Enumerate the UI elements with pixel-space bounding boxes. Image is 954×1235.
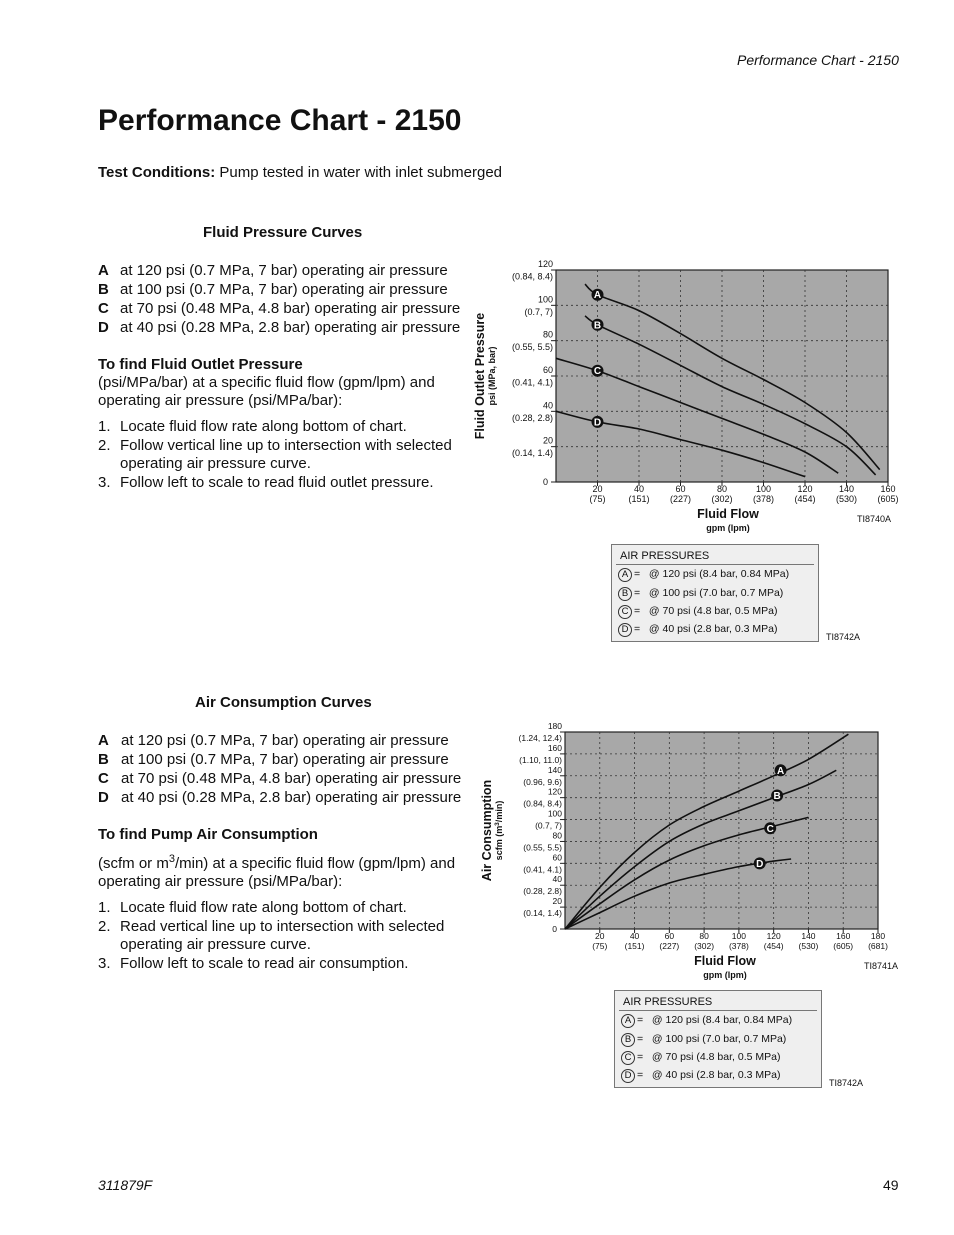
- y-tick-label: 180: [547, 722, 562, 731]
- step-text: Follow left to scale to read fluid outlet pressure.: [120, 473, 434, 491]
- page-title: Performance Chart - 2150: [98, 104, 462, 137]
- legend-text: @ 70 psi (4.8 bar, 0.5 MPa): [651, 1051, 781, 1063]
- y-tick-label: 0: [542, 477, 548, 487]
- y-axis-title: Air Consumption: [480, 779, 494, 882]
- step-text: Locate fluid flow rate along bottom of chart.: [120, 418, 407, 435]
- curve-key: B: [98, 281, 109, 298]
- legend-item-c: [621, 1051, 780, 1065]
- plot-area: [565, 732, 878, 929]
- curve-key: A: [98, 262, 109, 279]
- running-header: Performance Chart - 2150: [737, 52, 899, 68]
- y-tick-label: 20: [552, 896, 562, 907]
- fluid-steps: [98, 418, 473, 492]
- legend-rule: [619, 1010, 817, 1011]
- y-tick-label: 0: [552, 924, 557, 934]
- x-tick-label: 60: [675, 484, 686, 494]
- x-tick-label-metric: (302): [711, 494, 733, 504]
- x-tick-label-metric: (454): [763, 941, 784, 951]
- step-text: Follow left to scale to read air consumption.: [120, 954, 409, 972]
- x-tick-label-metric: (530): [798, 941, 819, 951]
- page-number: 49: [883, 1177, 899, 1193]
- curve-key: B: [98, 751, 109, 768]
- y-tick-label-metric: (0.41, 4.1): [511, 377, 553, 388]
- air-find-text-sup: 3: [168, 853, 175, 865]
- legend-text: @ 70 psi (4.8 bar, 0.5 MPa): [648, 605, 778, 617]
- x-tick-label: 60: [664, 931, 675, 941]
- document-number: 311879F: [98, 1177, 153, 1193]
- y-tick-label: 80: [552, 830, 562, 841]
- air-find-text: [98, 850, 476, 891]
- fluid-instructions: [98, 355, 473, 492]
- air-consumption-chart: [476, 722, 912, 980]
- series-label-d: D: [756, 858, 764, 870]
- air-instructions: [98, 825, 476, 973]
- step: 1. Locate fluid flow rate along bottom of chart.: [98, 418, 407, 435]
- air-curve-list: [98, 731, 478, 807]
- step: 2. Follow vertical line up to intersection with selected operating air pressure curve.: [98, 436, 452, 472]
- y-tick-label: 120: [537, 259, 553, 269]
- y-tick-label: 120: [547, 786, 562, 797]
- legend-item-c: [618, 605, 777, 619]
- y-tick-label: 100: [537, 294, 553, 305]
- y-tick-label-metric: (0.84, 8.4): [523, 798, 562, 809]
- fluid-find-heading: To find Fluid Outlet Pressure: [98, 356, 303, 373]
- y-tick-label-metric: (0.7, 7): [524, 306, 553, 317]
- series-label-b: B: [773, 790, 781, 802]
- legend-key: D: [621, 1069, 635, 1083]
- y-axis-units-sup: 3: [494, 822, 501, 826]
- curve-text: at 70 psi (0.48 MPa, 4.8 bar) operating air pressure: [121, 770, 462, 787]
- x-tick-label: 80: [716, 484, 728, 494]
- legend-item-b: [621, 1033, 786, 1047]
- legend-text: @ 40 psi (2.8 bar, 0.3 MPa): [651, 1069, 781, 1081]
- curve-text: at 40 psi (0.28 MPa, 2.8 bar) operating air pressure: [120, 319, 461, 336]
- legend-rule: [616, 564, 814, 565]
- x-tick-label-metric: (227): [669, 494, 692, 504]
- step-text: Follow vertical line up to intersection with selected operating air pressure curve.: [120, 436, 452, 472]
- legend-figure-id: TI8742A: [826, 632, 861, 642]
- legend-item-a: [618, 568, 789, 582]
- air-curve-d: [98, 788, 478, 807]
- legend-text: @ 120 psi (8.4 bar, 0.84 MPa): [648, 568, 790, 580]
- curve-text: at 70 psi (0.48 MPa, 4.8 bar) operating air pressure: [120, 300, 461, 317]
- series-label-d: D: [593, 417, 602, 429]
- legend-item-b: [618, 587, 783, 601]
- legend-key: B: [621, 1033, 635, 1047]
- legend-title: AIR PRESSURES: [620, 550, 710, 562]
- y-tick-label-metric: (0.84, 8.4): [511, 271, 553, 282]
- legend-eq: =: [634, 605, 641, 617]
- legend-text: @ 100 psi (7.0 bar, 0.7 MPa): [651, 1033, 787, 1045]
- legend-key: C: [621, 1051, 635, 1065]
- curve-text: at 100 psi (0.7 MPa, 7 bar) operating air pressure: [120, 281, 448, 298]
- x-tick-label: 160: [880, 484, 896, 494]
- x-tick-label-metric: (151): [628, 494, 650, 504]
- y-axis-units: [494, 801, 504, 861]
- curve-text: at 100 psi (0.7 MPa, 7 bar) operating air pressure: [121, 751, 449, 768]
- x-tick-label: 20: [592, 484, 603, 494]
- y-tick-label: 140: [547, 764, 562, 775]
- curve-text: at 120 psi (0.7 MPa, 7 bar) operating air pressure: [121, 732, 449, 749]
- legend-key: A: [621, 1014, 635, 1028]
- x-tick-label-metric: (75): [589, 494, 606, 504]
- curve-text: at 120 psi (0.7 MPa, 7 bar) operating air pressure: [120, 262, 448, 279]
- air-find-text-pre: (scfm or m: [98, 855, 169, 872]
- x-tick-label-metric: (378): [728, 941, 749, 951]
- fluid-section-heading: Fluid Pressure Curves: [203, 224, 363, 241]
- legend-item-d: [618, 623, 777, 637]
- air-section-heading: Air Consumption Curves: [195, 694, 372, 711]
- y-axis-title: Fluid Outlet Pressure: [473, 312, 487, 440]
- x-tick-label-metric: (605): [833, 941, 854, 951]
- fluid-curve-a: [98, 261, 478, 280]
- legend-key: B: [618, 587, 632, 601]
- legend-title: AIR PRESSURES: [623, 996, 713, 1008]
- fluid-curve-b: [98, 280, 478, 299]
- x-tick-label-metric: (302): [694, 941, 715, 951]
- x-tick-label-metric: (454): [794, 494, 816, 504]
- step: 3. Follow left to scale to read air consumption.: [98, 954, 409, 972]
- y-tick-label: 80: [542, 329, 553, 340]
- x-tick-label: 100: [755, 484, 772, 494]
- air-steps: [98, 899, 476, 973]
- step-text: Read vertical line up to intersection with selected operating air pressure curve.: [120, 917, 445, 953]
- legend-eq: =: [637, 1069, 644, 1081]
- air-curve-c: [98, 769, 478, 788]
- legend-eq: =: [634, 623, 641, 635]
- fluid-curve-c: [98, 299, 478, 318]
- test-conditions-text: Pump tested in water with inlet submerged: [215, 164, 503, 181]
- figure-id: TI8741A: [863, 961, 898, 971]
- figure-id: TI8740A: [856, 514, 891, 524]
- legend-item-d: [621, 1069, 780, 1083]
- curve-key: D: [98, 789, 109, 806]
- legend-text: @ 120 psi (8.4 bar, 0.84 MPa): [651, 1014, 793, 1026]
- legend-text: @ 100 psi (7.0 bar, 0.7 MPa): [648, 587, 784, 599]
- x-tick-label-metric: (151): [624, 941, 645, 951]
- y-axis-units-post: /min): [494, 800, 504, 823]
- y-tick-label: 60: [542, 365, 553, 375]
- legend-key: C: [618, 605, 632, 619]
- y-tick-label-metric: (0.14, 1.4): [523, 908, 562, 919]
- legend-item-a: [621, 1014, 792, 1028]
- y-tick-label: 40: [542, 400, 553, 411]
- series-label-a: A: [593, 290, 602, 302]
- air-find-heading: To find Pump Air Consumption: [98, 826, 318, 843]
- x-tick-label-metric: (530): [835, 494, 858, 504]
- y-tick-label-metric: (0.28, 2.8): [523, 886, 562, 897]
- y-axis-units-pre: scfm (m: [494, 825, 504, 861]
- x-tick-label: 180: [870, 931, 886, 941]
- y-tick-label-metric: (0.96, 9.6): [523, 776, 562, 787]
- x-tick-label-metric: (681): [868, 941, 888, 951]
- x-axis-title: Fluid Flow: [694, 954, 756, 968]
- y-tick-label-metric: (0.28, 2.8): [511, 412, 553, 423]
- fluid-curve-d: [98, 318, 478, 337]
- step: 2. Read vertical line up to intersection with selected operating air pressure curve.: [98, 917, 445, 953]
- x-tick-label: 160: [836, 931, 851, 941]
- y-tick-label-metric: (1.24, 12.4): [518, 733, 562, 743]
- y-tick-label: 160: [547, 742, 562, 753]
- x-tick-label: 140: [801, 931, 816, 941]
- series-label-a: A: [777, 765, 785, 777]
- x-axis-units: gpm (lpm): [706, 523, 750, 533]
- x-tick-label-metric: (378): [752, 494, 775, 504]
- y-tick-label: 40: [552, 874, 562, 885]
- step: 1. Locate fluid flow rate along bottom of chart.: [98, 899, 407, 916]
- x-axis-title: Fluid Flow: [697, 507, 759, 521]
- y-tick-label-metric: (0.41, 4.1): [523, 864, 562, 875]
- y-tick-label-metric: (0.7, 7): [535, 820, 562, 831]
- series-label-b: B: [593, 320, 602, 332]
- legend-eq: =: [637, 1033, 644, 1045]
- y-tick-label-metric: (0.14, 1.4): [511, 448, 553, 459]
- series-label-c: C: [766, 823, 774, 835]
- y-tick-label: 20: [542, 435, 553, 446]
- y-axis-units: psi (MPa, bar): [487, 346, 497, 406]
- curve-text: at 40 psi (0.28 MPa, 2.8 bar) operating air pressure: [121, 789, 462, 806]
- legend-eq: =: [634, 568, 641, 580]
- series-label-c: C: [593, 366, 602, 378]
- fluid-pressure-chart: [470, 258, 910, 540]
- fluid-curve-list: [98, 261, 478, 337]
- y-tick-label: 100: [547, 808, 562, 819]
- air-curve-b: [98, 750, 478, 769]
- x-axis-units: gpm (lpm): [703, 970, 747, 980]
- x-tick-label-metric: (605): [877, 494, 899, 504]
- x-tick-label-metric: (227): [659, 941, 680, 951]
- x-tick-label: 140: [838, 484, 855, 494]
- test-conditions-label: Test Conditions:: [98, 164, 216, 181]
- air-find-text-post: /min) at a specific fluid flow (gpm/lpm) and operating air pressure (psi/MPa/bar):: [98, 855, 456, 890]
- legend-eq: =: [637, 1014, 644, 1026]
- air-pressure-legend: [611, 544, 819, 642]
- curve-key: D: [98, 319, 109, 336]
- y-tick-label-metric: (1.10, 11.0): [519, 754, 562, 765]
- step-text: Locate fluid flow rate along bottom of chart.: [120, 899, 407, 916]
- air-curve-a: [98, 731, 478, 750]
- step: 3. Follow left to scale to read fluid outlet pressure.: [98, 473, 434, 491]
- x-tick-label: 20: [595, 931, 605, 941]
- air-pressure-legend-2: [614, 990, 822, 1088]
- fluid-find-text: (psi/MPa/bar) at a specific fluid flow (gpm/lpm) and operating air pressure (psi/MPa/bar):: [98, 374, 435, 409]
- legend-figure-id-2: TI8742A: [829, 1078, 864, 1088]
- legend-text: @ 40 psi (2.8 bar, 0.3 MPa): [648, 623, 778, 635]
- legend-eq: =: [634, 587, 641, 599]
- y-tick-label: 60: [552, 852, 562, 863]
- x-tick-label: 80: [699, 931, 709, 941]
- test-conditions: [98, 164, 502, 181]
- x-tick-label: 120: [766, 931, 781, 941]
- curve-key: C: [98, 300, 109, 317]
- curve-key: A: [98, 732, 109, 749]
- x-tick-label: 40: [633, 484, 645, 494]
- x-tick-label-metric: (75): [592, 941, 608, 951]
- legend-eq: =: [637, 1051, 644, 1063]
- x-tick-label: 120: [797, 484, 813, 494]
- y-tick-label-metric: (0.55, 5.5): [511, 342, 553, 353]
- curve-key: C: [98, 770, 109, 787]
- x-tick-label: 100: [731, 931, 746, 941]
- legend-key: A: [618, 568, 632, 582]
- legend-key: D: [618, 623, 632, 637]
- x-tick-label: 40: [629, 931, 640, 941]
- y-tick-label-metric: (0.55, 5.5): [523, 842, 562, 853]
